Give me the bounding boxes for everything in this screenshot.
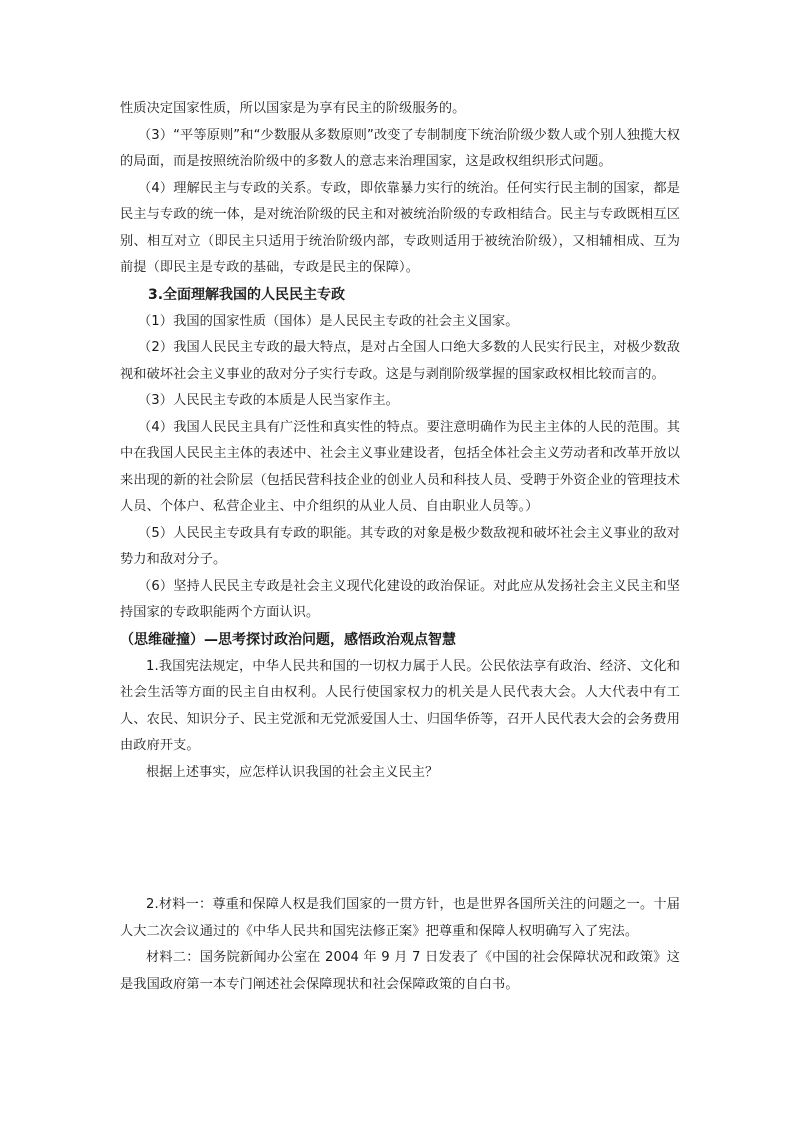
question-1-text: 1.我国宪法规定，中华人民共和国的一切权力属于人民。公民依法享有政治、经济、文化和社会生活等方面的民主自由权利。人民行使国家权力的机关是人民代表大会。人大代表中有工人、农民、知识分子、民主党派和无党派爱国人士、归国华侨等，召开人民代表大会的会务费用由政府开支。: [120, 658, 680, 753]
section-3-item-2: （2）我国人民民主专政的最大特点，是对占全国人口绝大多数的人民实行民主，对极少数敌视和破坏社会主义事业的敌对分子实行专政。这是与剥削阶级掌握的国家政权相比较而言的。: [120, 340, 680, 382]
paragraph-continuation: 性质决定国家性质，所以国家是为享有民主的阶级服务的。: [120, 101, 466, 116]
section-3-item-6: （6）坚持人民民主专政是社会主义现代化建设的政治保证。对此应从发扬社会主义民主和坚持国家的专政职能两个方面认识。: [120, 578, 680, 620]
paragraph-point-3: （3）“平等原则”和“少数服从多数原则”改变了专制制度下统治阶级少数人或个别人独揽大权的局面，而是按照统治阶级中的多数人的意志来治理国家，这是政权组织形式问题。: [120, 127, 680, 169]
section-3-item-5: （5）人民民主专政具有专政的职能。其专政的对象是极少数敌视和破坏社会主义事业的敌对势力和敌对分子。: [120, 525, 680, 567]
question-2-material-1: 2.材料一：尊重和保障人权是我们国家的一贯方针，也是世界各国所关注的问题之一。十届人大二次会议通过的《中华人民共和国宪法修正案》把尊重和保障人权明确写入了宪法。: [120, 897, 680, 939]
section-3-item-3: （3）人民民主专政的本质是人民当家作主。: [138, 393, 399, 408]
question-1-ask: 根据上述事实，应怎样认识我国的社会主义民主？: [146, 764, 439, 780]
section-3-item-4: （4）我国人民民主具有广泛性和真实性的特点。要注意明确作为民主主体的人民的范围。其中在我国人民民主主体的表述中、社会主义事业建设者，包括全体社会主义劳动者和改革开放以来出现的新的社会阶层（包括民营科技企业的创业人员和科技人员、受聘于外资企业的管理技术人员、个体户、私营企业主、中介组织的从业人员、自由职业人员等。）: [120, 419, 680, 514]
thinking-heading: （思维碰撞）—思考探讨政治问题，感悟政治观点智慧: [120, 631, 456, 648]
section-3-item-1: （1）我国的国家性质（国体）是人民民主专政的社会主义国家。: [138, 313, 519, 329]
answer-space: [120, 786, 680, 892]
section-3-heading: 3.全面理解我国的人民民主专政: [148, 286, 346, 303]
paragraph-point-4: （4）理解民主与专政的关系。专政，即依靠暴力实行的统治。任何实行民主制的国家，都是民主与专政的统一体，是对统治阶级的民主和对被统治阶级的专政相结合。民主与专政既相互区别、相互对立（即民主只适用于统治阶级内部，专政则适用于被统治阶级），又相辅相成、互为前提（即民主是专政的基础，专政是民主的保障）。: [120, 180, 680, 275]
question-2-material-2: 材料二：国务院新闻办公室在 2004 年 9 月 7 日发表了《中国的社会保障状况和政策》这是我国政府第一本专门阐述社会保障现状和社会保障政策的自白书。: [120, 950, 680, 992]
document-page: [120, 96, 680, 998]
